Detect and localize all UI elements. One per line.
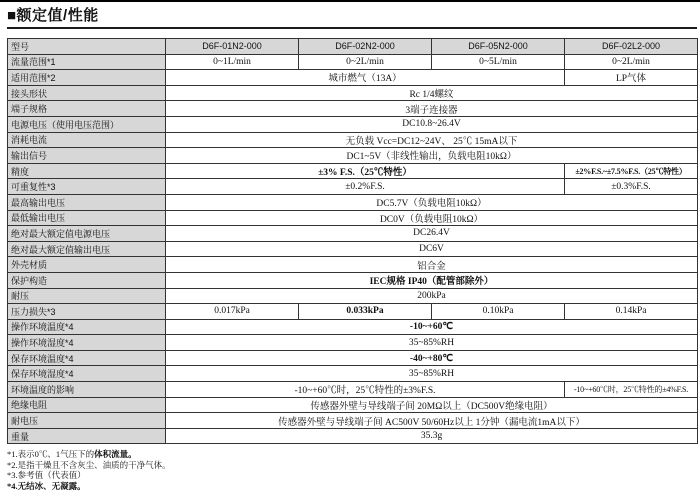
spec-value: 传感器外壁与导线端子间 AC500V 50/60Hz以上 1分钟（漏电流1mA以下）	[166, 413, 698, 429]
spec-label: 保存环境湿度*4	[8, 366, 166, 382]
spec-value: 0~5L/min	[432, 54, 565, 70]
model-column-header: D6F-02L2-000	[565, 39, 698, 55]
spec-value: 0.017kPa	[166, 304, 299, 320]
spec-value: 传感器外壁与导线端子间 20MΩ以上（DC500V绝缘电阻）	[166, 397, 698, 413]
spec-value: 3端子连接器	[166, 101, 698, 117]
spec-label: 压力损失*3	[8, 304, 166, 320]
spec-row	[8, 335, 698, 351]
spec-value: 35.3g	[166, 428, 698, 444]
model-column-header: D6F-05N2-000	[432, 39, 565, 55]
spec-row	[8, 194, 698, 210]
spec-row	[8, 382, 698, 398]
spec-label: 绝缘电阻	[8, 397, 166, 413]
spec-value: -10~+60℃时，25℃特性的±3%F.S.	[166, 382, 565, 398]
spec-label: 环境温度的影响	[8, 382, 166, 398]
ratings-performance-table	[7, 38, 698, 444]
spec-value: DC1~5V（非线性输出，负载电阻10kΩ）	[166, 148, 698, 164]
footnote	[7, 449, 696, 460]
spec-value: 0~2L/min	[299, 54, 432, 70]
spec-value: DC0V（负载电阻10kΩ）	[166, 210, 698, 226]
top-divider	[0, 0, 700, 2]
spec-label: 适用范围*2	[8, 70, 166, 86]
model-column-header: D6F-02N2-000	[299, 39, 432, 55]
spec-row	[8, 241, 698, 257]
footnote-text: *1.表示0℃、1气压下的	[7, 449, 95, 460]
spec-label: 精度	[8, 163, 166, 179]
spec-value: DC6V	[166, 241, 698, 257]
header-model-label: 型号	[8, 39, 166, 55]
spec-value: 0~2L/min	[565, 54, 698, 70]
spec-value: DC5.7V（负载电阻10kΩ）	[166, 194, 698, 210]
spec-value: DC26.4V	[166, 226, 698, 242]
spec-row	[8, 179, 698, 195]
spec-value: DC10.8~26.4V	[166, 116, 698, 132]
spec-label: 端子规格	[8, 101, 166, 117]
spec-row	[8, 148, 698, 164]
spec-value: 35~85%RH	[166, 335, 698, 351]
spec-row	[8, 397, 698, 413]
spec-row	[8, 101, 698, 117]
footnote-text: *3.参考值（代表值）	[7, 470, 86, 481]
model-column-header: D6F-01N2-000	[166, 39, 299, 55]
spec-row	[8, 350, 698, 366]
spec-label: 绝对最大额定值输出电压	[8, 241, 166, 257]
section-title: ■额定值/性能	[7, 7, 99, 24]
spec-label: 保存环境温度*4	[8, 350, 166, 366]
spec-row	[8, 54, 698, 70]
spec-label: 操作环境温度*4	[8, 319, 166, 335]
spec-row	[8, 257, 698, 273]
spec-row	[8, 288, 698, 304]
spec-row	[8, 319, 698, 335]
footnote	[7, 481, 696, 492]
spec-value: 200kPa	[166, 288, 698, 304]
footnote	[7, 460, 696, 471]
spec-value: LP气体	[565, 70, 698, 86]
spec-label: 可重复性*3	[8, 179, 166, 195]
footnote-text: *2.是指干燥且不含灰尘、油质的干净气体。	[7, 459, 171, 470]
footnote	[7, 470, 696, 481]
title-underline	[7, 27, 697, 29]
spec-row	[8, 70, 698, 86]
spec-value: ±0.3%F.S.	[565, 179, 698, 195]
spec-label: 输出信号	[8, 148, 166, 164]
spec-value: ±3% F.S.（25℃特性）	[166, 163, 565, 179]
spec-label: 绝对最大额定值电源电压	[8, 226, 166, 242]
spec-label: 外壳材质	[8, 257, 166, 273]
spec-label: 接头形状	[8, 85, 166, 101]
spec-label: 耐电压	[8, 413, 166, 429]
spec-label: 流量范围*1	[8, 54, 166, 70]
spec-value: 城市燃气（13A）	[166, 70, 565, 86]
spec-row	[8, 413, 698, 429]
spec-row	[8, 210, 698, 226]
spec-value: ±2%F.S.~±7.5%F.S.（25℃特性）	[565, 163, 698, 179]
spec-table-body	[8, 39, 698, 444]
spec-row	[8, 163, 698, 179]
spec-row	[8, 85, 698, 101]
spec-value: ±0.2%F.S.	[166, 179, 565, 195]
spec-value: 0.14kPa	[565, 304, 698, 320]
spec-row	[8, 428, 698, 444]
spec-label: 最高输出电压	[8, 194, 166, 210]
spec-label: 最低输出电压	[8, 210, 166, 226]
spec-row	[8, 272, 698, 288]
spec-label: 保护构造	[8, 272, 166, 288]
spec-row	[8, 366, 698, 382]
spec-value: -10~+60℃	[166, 319, 698, 335]
spec-label: 重量	[8, 428, 166, 444]
table-header-row	[8, 39, 698, 55]
spec-label: 操作环境湿度*4	[8, 335, 166, 351]
spec-row	[8, 226, 698, 242]
spec-value: IEC规格 IP40（配管部除外）	[166, 272, 698, 288]
spec-value: 铝合金	[166, 257, 698, 273]
spec-row	[8, 304, 698, 320]
spec-label: 电源电压（使用电压范围）	[8, 116, 166, 132]
spec-label: 消耗电流	[8, 132, 166, 148]
spec-value: 0.033kPa	[299, 304, 432, 320]
spec-value: 0~1L/min	[166, 54, 299, 70]
spec-label: 耐压	[8, 288, 166, 304]
spec-value: -40~+80℃	[166, 350, 698, 366]
spec-row	[8, 116, 698, 132]
spec-value: 0.10kPa	[432, 304, 565, 320]
spec-value: 无负载 Vcc=DC12~24V、 25℃ 15mA以下	[166, 132, 698, 148]
spec-value: Rc 1/4螺纹	[166, 85, 698, 101]
spec-value: -10~+60℃时，25℃特性的±4%F.S.	[565, 382, 698, 398]
footnote-bold-text: 体积流量。	[94, 449, 137, 460]
footnotes	[7, 449, 696, 491]
spec-value: 35~85%RH	[166, 366, 698, 382]
spec-row	[8, 132, 698, 148]
footnote-bold-text: *4.无结冰、无凝露。	[7, 480, 86, 491]
